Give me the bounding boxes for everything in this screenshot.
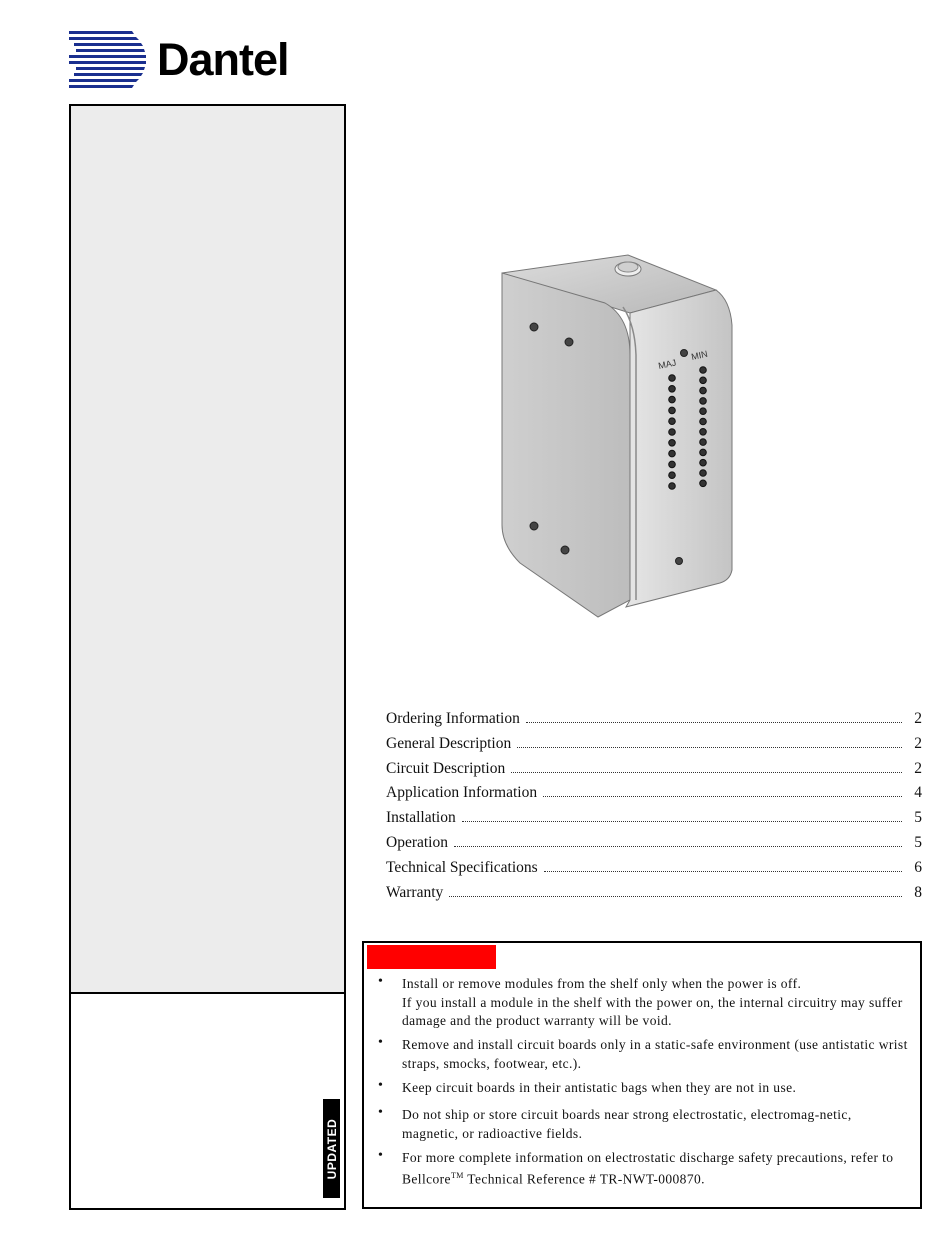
caution-item — [378, 1036, 910, 1073]
sidebar-gray-panel — [69, 104, 346, 993]
caution-detail: If you install a module in the shelf with the power on, the internal circuitry may suffer damage and the product warranty will be void. — [402, 994, 903, 1028]
caution-list — [378, 975, 910, 1195]
caution-item — [378, 1106, 910, 1143]
min-led-icon — [700, 449, 707, 456]
toc-row[interactable] — [386, 784, 922, 809]
caution-text: Install or remove modules from the shelf only when the power is off. — [402, 976, 802, 991]
toc-leader-dots — [462, 821, 902, 822]
toc-row[interactable] — [386, 859, 922, 884]
toc-page-number: 2 — [914, 734, 922, 752]
maj-led-icon — [669, 396, 676, 403]
bullet-icon: • — [378, 1035, 384, 1050]
brand-wordmark: Dantel — [157, 34, 289, 85]
maj-led-icon — [669, 450, 676, 457]
alarm-module-illustration — [480, 245, 750, 630]
toc-entry-label: Circuit Description — [386, 759, 506, 777]
min-led-icon — [700, 418, 707, 425]
toc-page-number: 4 — [914, 784, 922, 802]
toc-row[interactable] — [386, 834, 922, 859]
table-of-contents — [386, 710, 922, 908]
toc-leader-dots — [517, 747, 902, 748]
toc-row[interactable] — [386, 884, 922, 909]
maj-led-icon — [669, 472, 676, 479]
toc-entry-label: General Description — [386, 734, 512, 752]
updated-badge — [323, 1099, 340, 1198]
min-led-icon — [700, 377, 707, 384]
min-led-icon — [700, 387, 707, 394]
min-led-icon — [700, 398, 707, 405]
toc-page-number: 6 — [914, 858, 922, 876]
caution-item — [378, 1079, 910, 1098]
toc-entry-label: Installation — [386, 809, 456, 827]
caution-header-bar — [367, 945, 496, 969]
toc-entry-label: Warranty — [386, 883, 444, 901]
toc-leader-dots — [543, 796, 902, 797]
caution-item — [378, 975, 910, 1031]
toc-row[interactable] — [386, 710, 922, 735]
esd-caution-box — [362, 941, 922, 1209]
min-led-icon — [700, 470, 707, 477]
caution-text: Do not ship or store circuit boards near strong electrostatic, electromag-netic, magnetic, or radioactive fields. — [402, 1107, 852, 1141]
toc-leader-dots — [454, 846, 902, 847]
toc-row[interactable] — [386, 735, 922, 760]
maj-label: MAJ — [657, 357, 678, 371]
min-label: MIN — [690, 348, 709, 362]
min-led-icon — [700, 408, 707, 415]
bullet-icon: • — [378, 974, 384, 989]
toc-page-number: 2 — [914, 710, 922, 727]
logo-stripes-icon — [69, 31, 146, 88]
maj-led-icon — [669, 375, 676, 382]
updated-label: UPDATED — [324, 1118, 339, 1179]
maj-led-icon — [669, 461, 676, 468]
toc-leader-dots — [526, 722, 902, 723]
toc-entry-label: Application Information — [386, 784, 538, 802]
bullet-icon: • — [378, 1105, 384, 1120]
min-led-icon — [700, 480, 707, 487]
toc-leader-dots — [449, 896, 902, 897]
min-led-icon — [700, 439, 707, 446]
toc-entry-label: Technical Specifications — [386, 858, 538, 876]
maj-led-icon — [669, 429, 676, 436]
toc-row[interactable] — [386, 809, 922, 834]
toc-page-number: 8 — [914, 883, 922, 901]
bullet-icon: • — [378, 1147, 384, 1163]
maj-led-icon — [669, 418, 676, 425]
toc-page-number: 5 — [914, 833, 922, 851]
bullet-icon: • — [378, 1077, 384, 1093]
caution-text: For more complete information on electrostatic discharge safety precautions, refer to Bellcore™ Technical Reference # TR-NWT-000870. — [402, 1149, 894, 1187]
maj-led-icon — [669, 407, 676, 414]
toc-entry-label: Operation — [386, 833, 448, 851]
min-led-icon — [700, 429, 707, 436]
maj-led-icon — [669, 440, 676, 447]
sidebar-white-panel — [69, 992, 346, 1210]
caution-item — [378, 1149, 910, 1190]
toc-entry-label: Ordering Information — [386, 710, 520, 727]
caution-text: Keep circuit boards in their antistatic bags when they are not in use. — [402, 1079, 797, 1095]
min-led-icon — [700, 459, 707, 466]
caution-text: Remove and install circuit boards only in a static-safe environment (use antistatic wrist straps, smocks, footwear, etc.). — [402, 1037, 908, 1071]
trademark-mark: TM — [450, 1171, 464, 1180]
toc-leader-dots — [544, 871, 902, 872]
maj-led-icon — [669, 386, 676, 393]
toc-page-number: 5 — [914, 809, 922, 827]
toc-leader-dots — [511, 772, 902, 773]
toc-row[interactable] — [386, 760, 922, 785]
toc-page-number: 2 — [914, 759, 922, 777]
min-led-icon — [700, 367, 707, 374]
maj-led-icon — [669, 483, 676, 490]
